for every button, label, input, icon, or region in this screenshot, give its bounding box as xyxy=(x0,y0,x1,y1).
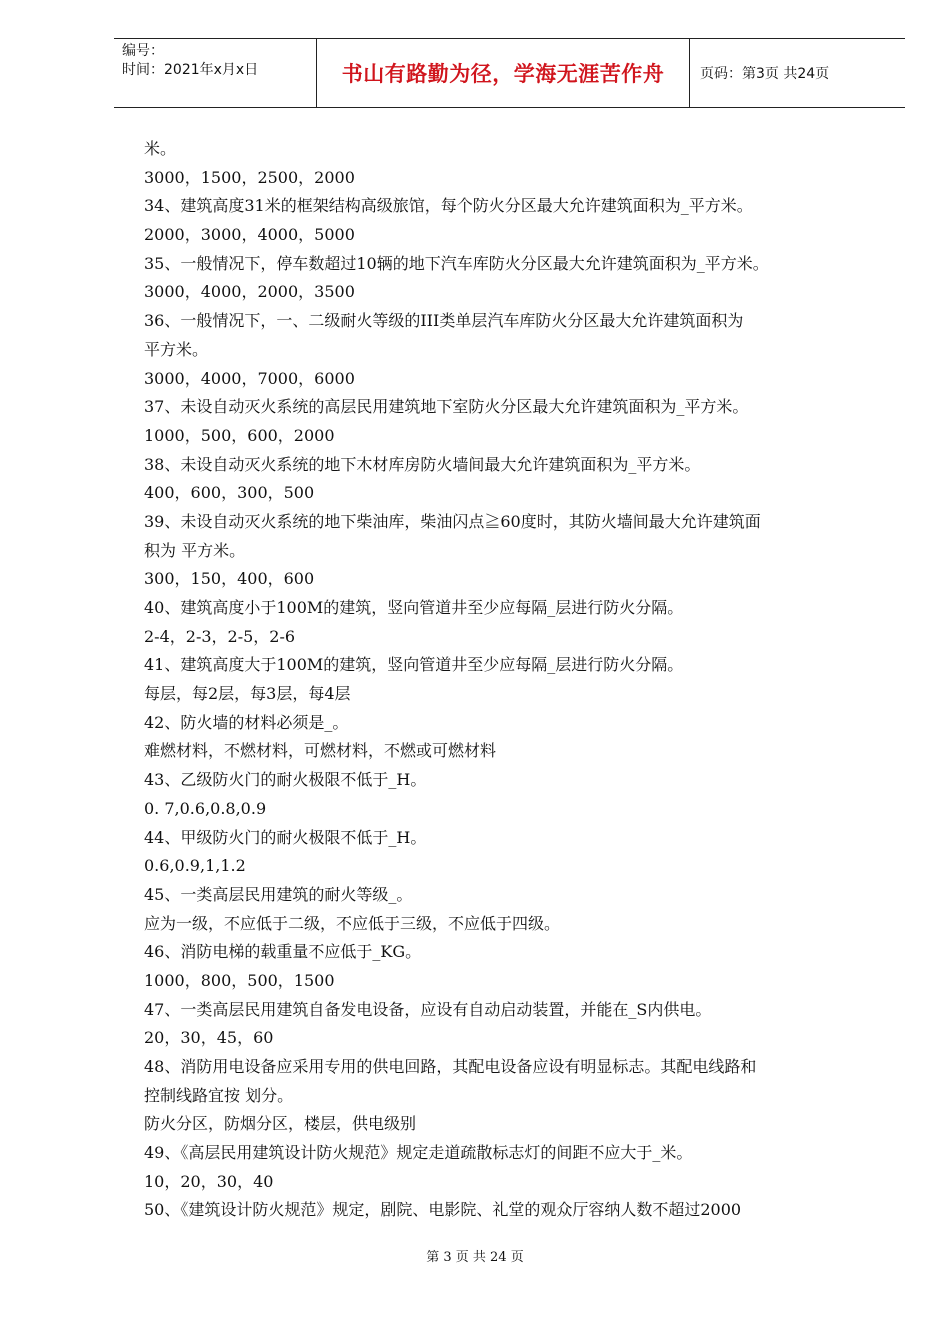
text-line: 米。 xyxy=(144,139,177,158)
header-motto-cell xyxy=(316,39,690,107)
text-line: 控制线路宜按 划分。 xyxy=(144,1085,294,1105)
text-line: 0. 7,0.6,0.8,0.9 xyxy=(144,798,267,818)
footer-page-number: 第 3 页 共 24 页 xyxy=(426,1250,524,1265)
text-line: 每层，每2层，每3层，每4层 xyxy=(144,684,351,704)
text-line: 20，30，45，60 xyxy=(144,1028,274,1048)
text-line: 40、建筑高度小于100M的建筑，竖向管道井至少应每隔_层进行防火分隔。 xyxy=(144,598,684,617)
text-line: 39、未设自动灭火系统的地下柴油库，柴油闪点≧60度时，其防火墙间最大允许建筑面 xyxy=(144,511,761,531)
text-line: 3000，4000，2000，3500 xyxy=(144,282,355,302)
document-body xyxy=(144,135,884,1225)
text-line: 2000，3000，4000，5000 xyxy=(144,225,355,245)
text-line: 0.6,0.9,1,1.2 xyxy=(144,856,246,876)
text-line: 46、消防电梯的载重量不应低于_KG。 xyxy=(144,942,422,962)
page-header xyxy=(114,38,905,108)
text-line: 34、建筑高度31米的框架结构高级旅馆，每个防火分区最大允许建筑面积为_平方米。 xyxy=(144,196,753,216)
header-page-info-cell xyxy=(690,39,905,107)
text-line: 37、未设自动灭火系统的高层民用建筑地下室防火分区最大允许建筑面积为_平方米。 xyxy=(144,397,749,417)
text-line: 38、未设自动灭火系统的地下木材库房防火墙间最大允许建筑面积为_平方米。 xyxy=(144,454,701,474)
code-label: 编号： xyxy=(122,43,164,59)
text-line: 50、《建筑设计防火规范》规定，剧院、电影院、礼堂的观众厅容纳人数不超过2000 xyxy=(144,1200,742,1220)
text-line: 49、《高层民用建筑设计防火规范》规定走道疏散标志灯的间距不应大于_米。 xyxy=(144,1143,693,1163)
text-line: 3000，4000，7000，6000 xyxy=(144,368,355,388)
text-line: 45、一类高层民用建筑的耐火等级_。 xyxy=(144,884,413,904)
text-line: 41、建筑高度大于100M的建筑，竖向管道井至少应每隔_层进行防火分隔。 xyxy=(144,655,684,675)
text-line: 3000，1500，2500，2000 xyxy=(144,167,355,187)
text-line: 44、甲级防火门的耐火极限不低于_H。 xyxy=(144,827,427,847)
text-line: 42、防火墙的材料必须是_。 xyxy=(144,712,349,732)
text-line: 1000，800，500，1500 xyxy=(144,970,335,990)
text-line: 2-4，2-3，2-5，2-6 xyxy=(144,626,296,646)
text-line: 应为一级，不应低于二级，不应低于三级，不应低于四级。 xyxy=(144,913,561,933)
text-line: 10，20，30，40 xyxy=(144,1171,274,1191)
header-meta xyxy=(114,39,316,107)
text-line: 1000，500，600，2000 xyxy=(144,425,335,445)
text-line: 400，600，300，500 xyxy=(144,483,315,503)
text-line: 36、一般情况下，一、二级耐火等级的III类单层汽车库防火分区最大允许建筑面积为 xyxy=(144,311,744,331)
header-motto: 书山有路勤为径，学海无涯苦作舟 xyxy=(341,61,665,86)
header-page-info: 页码：第3页 共24页 xyxy=(700,66,830,82)
text-line: 平方米。 xyxy=(144,339,209,359)
text-line: 难燃材料，不燃材料，可燃材料，不燃或可燃材料 xyxy=(144,741,497,761)
text-line: 47、一类高层民用建筑自备发电设备，应设有自动启动装置，并能在_S内供电。 xyxy=(144,999,712,1019)
text-line: 300，150，400，600 xyxy=(144,569,315,589)
text-line: 35、一般情况下，停车数超过10辆的地下汽车库防火分区最大允许建筑面积为_平方米。 xyxy=(144,253,769,273)
text-line: 防火分区，防烟分区，楼层，供电级别 xyxy=(144,1114,417,1134)
text-line: 43、乙级防火门的耐火极限不低于_H。 xyxy=(144,770,427,790)
time-label: 时间：2021年x月x日 xyxy=(122,62,259,78)
page-footer xyxy=(0,1246,950,1265)
text-line: 积为 平方米。 xyxy=(144,540,246,560)
text-line: 48、消防用电设备应采用专用的供电回路，其配电设备应设有明显标志。其配电线路和 xyxy=(144,1057,757,1076)
